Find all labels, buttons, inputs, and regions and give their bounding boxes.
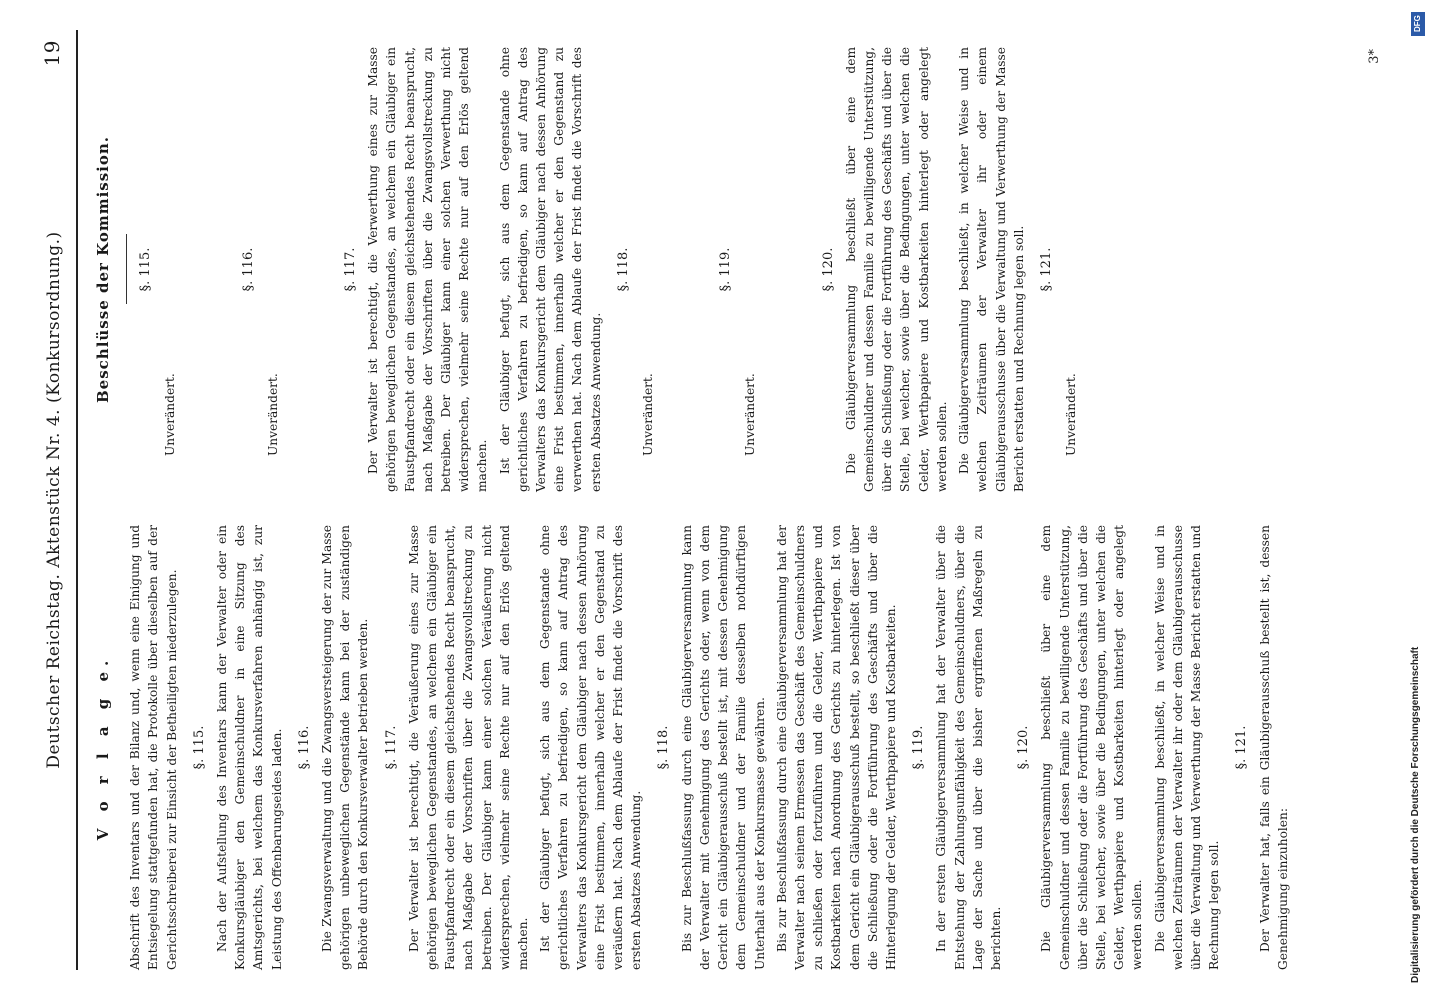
running-head [36,30,76,970]
section-title: §. 117. [383,725,399,770]
section-title: §. 116. [240,247,256,292]
section-title: §. 116. [296,725,312,770]
signature-mark: 3* [1366,49,1382,64]
unchanged-note: Unverändert. [265,373,280,456]
section-title: §. 121. [1234,725,1250,770]
unchanged-note: Unverändert. [641,373,656,456]
running-head-title: Deutscher Reichstag. Aktenstück Nr. 4. (Konkursordnung.) [44,231,64,769]
section-title: §. 120. [1016,725,1032,770]
section-paragraph: Nach der Aufstellung des Inventars kann der Verwalter oder ein Konkursgläubiger den Gemeinschuldner in eine Sitzung des Amtsgerichts, bei welchem das Konkursverfahren anhängig ist, zur Leistung des Offenbarungseides laden. [215,525,284,970]
section-paragraph: Bis zur Beschlußfassung durch eine Gläubigerversammlung kann der Verwalter mit Genehmigung des Gerichts oder, wenn von dem Gericht ein Gläubigerausschuß bestellt ist, mit dessen Genehmigung dem Gemeinschuldner und der Familie desselben nothdürftigen Unterhalt aus der Konkursmasse gewähren. [679,525,767,970]
section-title: §. 118. [615,247,631,292]
section-paragraph: Die Gläubigerversammlung beschließt über eine dem Gemeinschuldner und dessen Familie zu bewilligende Unterstützung, über die Schließung oder die Fortführung des Geschäfts und über die Stelle, bei welcher, sowie über die Bedingungen, unter welchen die Gelder, Werthpapiere und Kostbarkeiten hinterlegt oder angelegt werden sollen. [843,47,949,492]
section-title: §. 115. [191,725,207,770]
section-title: §. 118. [656,725,672,770]
left-column-vorlage [94,525,1384,970]
section-paragraph: Bis zur Beschlußfassung durch eine Gläubigerversammlung hat der Verwalter nach seinem Ermessen das Geschäft des Gemeinschuldners zu schließen oder fortzuführen und die Gelder, Werthpapiere und Kostbarkeiten nach Anordnung des Gerichts zu hinterlegen. Ist von dem Gericht ein Gläubigerausschuß bestellt, so beschließt dieser über die Schließung oder die Fortführung des Geschäfts und über die Hinterlegung der Gelder, Werthpapiere und Kostbarkeiten. [774,525,898,970]
right-column-heading: Beschlüsse der Kommission. [94,136,112,403]
unchanged-note: Unverändert. [1064,373,1079,456]
right-column-beschluesse [94,47,1384,492]
section-paragraph: Der Verwalter ist berechtigt, die Veräußerung eines zur Masse gehörigen beweglichen Gegenstandes, an welchem ein Gläubiger ein Faustpfandrecht oder ein diesem gleichstehendes Recht beansprucht, nach Maßgabe der Vorschriften über die Zwangsvollstreckung zu betreiben. Der Gläubiger kann einer solchen Veräußerung nicht widersprechen, vielmehr seine Rechte nur auf den Erlös geltend machen. [406,525,531,970]
section-paragraph: In der ersten Gläubigerversammlung hat der Verwalter über die Entstehung der Zahlungsunfähigkeit des Gemeinschuldners, über die Lage der Sache und über die bisher ergriffenen Maßregeln zu berichten. [934,525,1003,970]
dfg-logo: DFG [1411,12,1425,36]
section-paragraph: Die Gläubigerversammlung beschließt über eine dem Gemeinschuldner und dessen Familie zu bewilligende Unterstützung, über die Schließung oder die Fortführung des Geschäfts und über die Stelle, bei welcher, sowie über die Bedingungen, unter welchen die Gelder, Werthpapiere und Kostbarkeiten hinterlegt oder angelegt werden sollen. [1039,525,1145,970]
section-paragraph: Ist der Gläubiger befugt, sich aus dem Gegenstande ohne gerichtliches Verfahren zu befriedigen, so kann auf Antrag des Verwalters das Konkursgericht dem Gläubiger nach dessen Anhörung eine Frist bestimmen, innerhalb welcher er den Gegenstand zu verwerthen hat. Nach dem Ablaufe der Frist findet die Vorschrift des ersten Absatzes Anwendung. [497,47,603,492]
header-rule [76,30,78,970]
section-paragraph: Der Verwalter hat, falls ein Gläubigerausschuß bestellt ist, dessen Genehmigung einzuholen: [1257,525,1290,970]
unchanged-note: Unverändert. [743,373,758,456]
section-title: §. 115. [138,247,154,292]
intro-paragraph: Abschrift des Inventars und der Bilanz und, wenn eine Einigung und Entsiegelung stattgefunden hat, die Protokolle über dieselben auf der Gerichtsschreiberei zur Einsicht der Betheiligten niederzulegen. [128,525,179,970]
section-paragraph: Ist der Gläubiger befugt, sich aus dem Gegenstande ohne gerichtliches Verfahren zu befriedigen, so kann auf Antrag des Verwalters das Konkursgericht dem Gläubiger nach dessen Anhörung eine Frist bestimmen, innerhalb welcher er den Gegenstand zu veräußern hat. Nach dem Ablaufe der Frist findet die Vorschrift des ersten Absatzes Anwendung. [538,525,644,970]
page-number: 19 [40,40,64,67]
section-title: §. 119. [718,247,734,292]
section-paragraph: Die Gläubigerversammlung beschließt, in welcher Weise und in welchen Zeiträumen der Verwalter ihr oder dem Gläubigerausschusse über die Verwaltung und Verwerthung der Masse Bericht erstatten und Rechnung legen soll. [1152,525,1222,970]
section-paragraph: Der Verwalter ist berechtigt, die Verwerthung eines zur Masse gehörigen beweglichen Gegenstandes, an welchem ein Gläubiger ein Faustpfandrecht oder ein diesem gleichstehendes Recht beansprucht, nach Maßgabe der Vorschriften über die Zwangsvollstreckung zu betreiben. Der Gläubiger kann einer solchen Verwerthung nicht widersprechen, vielmehr seine Rechte nur auf den Erlös geltend machen. [366,47,490,492]
section-paragraph: Die Gläubigerversammlung beschließt, in welcher Weise und in welchen Zeiträumen der Verwalter ihr oder einem Gläubigerausschusse über die Verwaltung und Verwerthung der Masse Bericht erstatten und Rechnung legen soll. [957,47,1026,492]
section-title: §. 119. [911,725,927,770]
section-divider [126,235,127,305]
document-page [36,30,1396,970]
section-title: §. 121. [1038,247,1054,292]
left-column-heading: V o r l a g e. [94,654,112,841]
digitization-sidebar [1410,8,1426,993]
dfg-credit-text: Digitalisierung gefördert durch die Deutsche Forschungsgemeinschaft [1410,646,1421,983]
section-title: §. 120. [820,247,836,292]
section-paragraph: Die Zwangsverwaltung und die Zwangsversteigerung der zur Masse gehörigen unbeweglichen Gegenstände kann bei der zuständigen Behörde durch den Konkursverwalter betrieben werden. [320,525,371,970]
section-title: §. 117. [343,247,359,292]
unchanged-note: Unverändert. [163,373,178,456]
